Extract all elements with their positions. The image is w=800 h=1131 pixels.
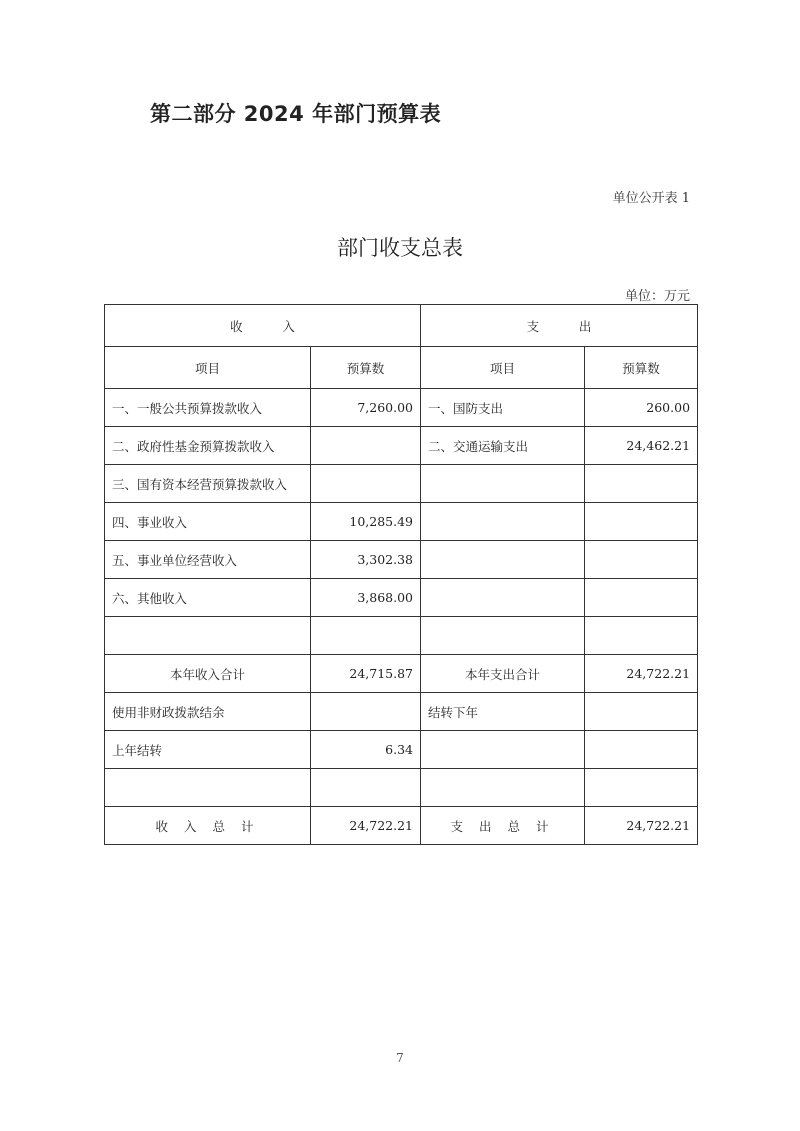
income-value-cell: 3,302.38	[311, 541, 421, 579]
expense-subtotal-value: 24,722.21	[585, 655, 698, 693]
table-row	[105, 465, 698, 503]
group-header-row	[105, 305, 698, 347]
income-item-cell	[105, 617, 311, 655]
expense-subtotal-label: 本年支出合计	[421, 655, 585, 693]
column-header-row	[105, 347, 698, 389]
income-item-cell: 六、其他收入	[105, 579, 311, 617]
subtotal-row	[105, 655, 698, 693]
table-row	[105, 427, 698, 465]
total-row	[105, 807, 698, 845]
income-item-cell: 使用非财政拨款结余	[105, 693, 311, 731]
income-subtotal-value: 24,715.87	[311, 655, 421, 693]
income-item-cell: 四、事业收入	[105, 503, 311, 541]
expense-item-cell	[421, 503, 585, 541]
expense-item-header: 项目	[421, 347, 585, 389]
unit-label: 单位：万元	[624, 289, 690, 304]
income-value-cell	[311, 693, 421, 731]
expense-value-cell	[585, 541, 698, 579]
income-item-cell	[105, 769, 311, 807]
income-item-cell: 上年结转	[105, 731, 311, 769]
expense-item-cell: 一、国防支出	[421, 389, 585, 427]
income-item-cell: 五、事业单位经营收入	[105, 541, 311, 579]
expense-total-value: 24,722.21	[585, 807, 698, 845]
expense-item-cell: 结转下年	[421, 693, 585, 731]
income-budget-header: 预算数	[311, 347, 421, 389]
expense-item-cell: 二、交通运输支出	[421, 427, 585, 465]
income-subtotal-label: 本年收入合计	[105, 655, 311, 693]
table-id-label: 单位公开表 1	[612, 191, 690, 206]
expense-item-cell	[421, 769, 585, 807]
expense-item-cell	[421, 579, 585, 617]
income-value-cell	[311, 617, 421, 655]
expense-budget-header: 预算数	[585, 347, 698, 389]
expense-item-cell	[421, 731, 585, 769]
income-value-cell	[311, 427, 421, 465]
expense-total-label: 支 出 总 计	[421, 807, 585, 845]
table-title: 部门收支总表	[337, 236, 463, 260]
table-row	[105, 389, 698, 427]
income-value-cell	[311, 769, 421, 807]
expense-group-header: 支 出	[421, 305, 698, 347]
income-item-header: 项目	[105, 347, 311, 389]
table-row	[105, 579, 698, 617]
table-row	[105, 693, 698, 731]
income-value-cell: 6.34	[311, 731, 421, 769]
income-group-header: 收 入	[105, 305, 421, 347]
income-value-cell: 7,260.00	[311, 389, 421, 427]
income-item-cell: 三、国有资本经营预算拨款收入	[105, 465, 311, 503]
expense-item-cell	[421, 465, 585, 503]
expense-value-cell	[585, 617, 698, 655]
table-row	[105, 541, 698, 579]
expense-value-cell	[585, 693, 698, 731]
income-total-label: 收 入 总 计	[105, 807, 311, 845]
expense-value-cell	[585, 503, 698, 541]
income-value-cell: 10,285.49	[311, 503, 421, 541]
expense-value-cell	[585, 769, 698, 807]
income-total-value: 24,722.21	[311, 807, 421, 845]
income-value-cell	[311, 465, 421, 503]
table-row	[105, 769, 698, 807]
table-row	[105, 503, 698, 541]
expense-value-cell: 260.00	[585, 389, 698, 427]
page-number: 7	[396, 1051, 404, 1065]
table-row	[105, 617, 698, 655]
expense-value-cell	[585, 731, 698, 769]
expense-item-cell	[421, 541, 585, 579]
budget-summary-table	[104, 304, 698, 845]
income-value-cell: 3,868.00	[311, 579, 421, 617]
income-item-cell: 一、一般公共预算拨款收入	[105, 389, 311, 427]
expense-value-cell	[585, 579, 698, 617]
income-item-cell: 二、政府性基金预算拨款收入	[105, 427, 311, 465]
expense-value-cell: 24,462.21	[585, 427, 698, 465]
table-row	[105, 731, 698, 769]
section-title: 第二部分 2024 年部门预算表	[150, 102, 442, 126]
expense-item-cell	[421, 617, 585, 655]
expense-value-cell	[585, 465, 698, 503]
